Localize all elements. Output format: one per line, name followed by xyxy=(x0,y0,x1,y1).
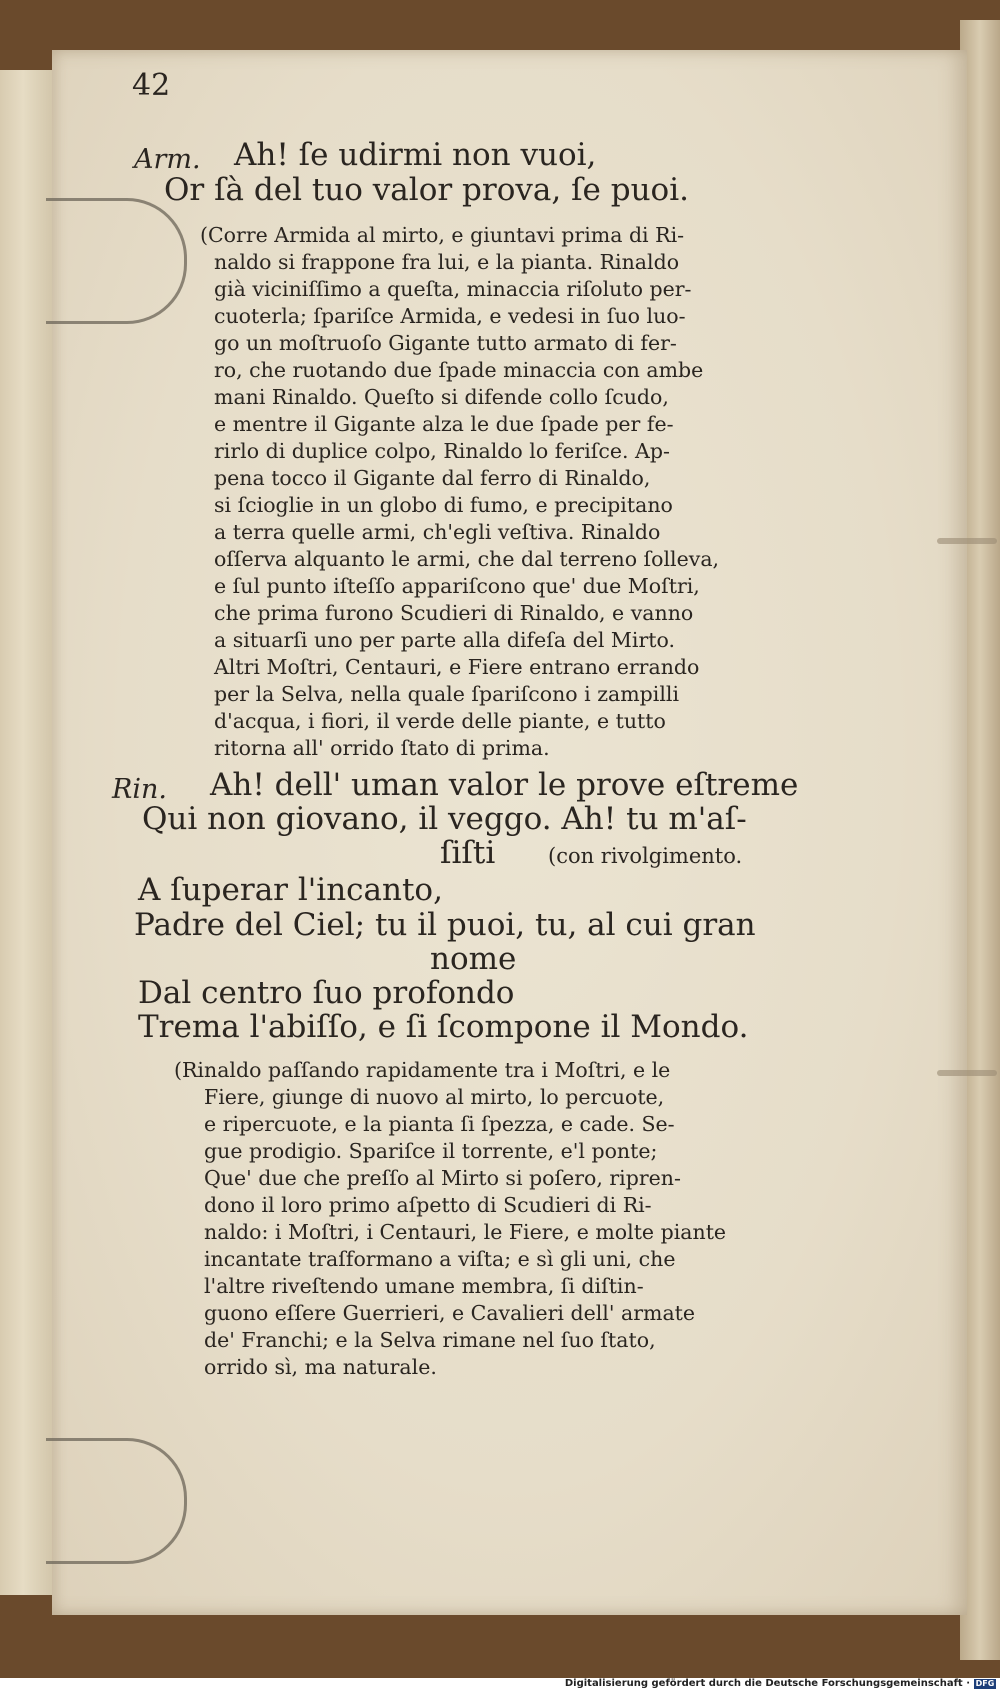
footer-bar xyxy=(0,1678,1000,1690)
verse-line: Qui non giovano, il veggo. Ah! tu m'aſ- xyxy=(142,801,747,837)
verse-line: Ah! ſe udirmi non vuoi, xyxy=(234,137,597,173)
stage-line: (Corre Armida al mirto, e giuntavi prima di Ri- xyxy=(200,223,685,247)
stage-line: incantate traſformano a viſta; e sì gli uni, che xyxy=(204,1247,676,1271)
stage-line: ro, che ruotando due ſpade minaccia con ambe xyxy=(214,358,704,382)
stage-line: orrido sì, ma naturale. xyxy=(204,1355,437,1379)
verse-line: Ah! dell' uman valor le prove eſtreme xyxy=(210,767,799,803)
stage-line: Que' due che preſſo al Mirto si poſero, ripren- xyxy=(204,1166,681,1190)
stage-line: (Rinaldo paſſando rapidamente tra i Moſtri, e le xyxy=(174,1058,671,1082)
binding-stitch xyxy=(937,1070,997,1076)
verse-line: A ſuperar l'incanto, xyxy=(138,872,443,908)
stage-line: che prima furono Scudieri di Rinaldo, e vanno xyxy=(214,601,694,625)
stage-line: si ſcioglie in un globo di fumo, e precipitano xyxy=(214,493,673,517)
speaker-armida: Arm. xyxy=(134,144,201,175)
stage-aside: (con rivolgimento. xyxy=(548,844,743,868)
digitization-credit: Digitalisierung gefördert durch die Deutsche Forschungsgemeinschaft · xyxy=(564,1678,970,1689)
verse-line: ſiſti xyxy=(440,835,496,871)
stage-line: guono eſſere Guerrieri, e Cavalieri dell' armate xyxy=(204,1301,696,1325)
stage-line: d'acqua, i fiori, il verde delle piante, e tutto xyxy=(214,709,666,733)
verse-line: Padre del Ciel; tu il puoi, tu, al cui gran xyxy=(134,907,756,943)
dfg-logo: DFG xyxy=(975,1679,995,1688)
stage-line: a terra quelle armi, ch'egli veſtiva. Rinaldo xyxy=(214,520,661,544)
stage-line: naldo: i Moſtri, i Centauri, le Fiere, e molte piante xyxy=(204,1220,727,1244)
stage-line: e mentre il Gigante alza le due ſpade per fe- xyxy=(214,412,674,436)
page-clip-top xyxy=(46,198,187,324)
stage-line: pena tocco il Gigante dal ferro di Rinaldo, xyxy=(214,466,651,490)
stage-line: rirlo di duplice colpo, Rinaldo lo feriſce. Ap- xyxy=(214,439,670,463)
stage-line: Altri Moſtri, Centauri, e Fiere entrano errando xyxy=(214,655,700,679)
stage-line: naldo si frappone fra lui, e la pianta. Rinaldo xyxy=(214,250,680,274)
stage-line: Fiere, giunge di nuovo al mirto, lo percuote, xyxy=(204,1085,665,1109)
verse-line: Or ſà del tuo valor prova, ſe puoi. xyxy=(164,172,689,208)
stage-line: già viciniſſimo a queſta, minaccia riſoluto per- xyxy=(214,277,692,301)
stage-line: per la Selva, nella quale ſpariſcono i zampilli xyxy=(214,682,680,706)
page-clip-bottom xyxy=(46,1438,187,1564)
page-number: 42 xyxy=(132,68,171,103)
verse-line: Dal centro ſuo profondo xyxy=(138,975,515,1011)
stage-line: oſſerva alquanto le armi, che dal terreno ſolleva, xyxy=(214,547,720,571)
stage-line: e ripercuote, e la pianta ſi ſpezza, e cade. Se- xyxy=(204,1112,675,1136)
binding-stitch xyxy=(937,538,997,544)
stage-line: dono il loro primo aſpetto di Scudieri di Ri- xyxy=(204,1193,652,1217)
stage-line: cuoterla; ſpariſce Armida, e vedesi in ſuo luo- xyxy=(214,304,686,328)
stage-line: go un moſtruoſo Gigante tutto armato di fer- xyxy=(214,331,677,355)
verse-line: nome xyxy=(430,941,517,977)
stage-line: e ſul punto iſteſſo appariſcono que' due Moſtri, xyxy=(214,574,700,598)
stage-line: mani Rinaldo. Queſto si difende collo ſcudo, xyxy=(214,385,669,409)
stage-line: a situarſi uno per parte alla difeſa del Mirto. xyxy=(214,628,676,652)
stage-line: l'altre riveſtendo umane membra, ſi diſtin- xyxy=(204,1274,644,1298)
book-page xyxy=(52,50,967,1615)
stage-line: de' Franchi; e la Selva rimane nel ſuo ſtato, xyxy=(204,1328,656,1352)
stage-line: ritorna all' orrido ſtato di prima. xyxy=(214,736,550,760)
speaker-rinaldo: Rin. xyxy=(112,774,167,805)
stage-line: gue prodigio. Spariſce il torrente, e'l ponte; xyxy=(204,1139,658,1163)
verse-line: Trema l'abiſſo, e ſi ſcompone il Mondo. xyxy=(138,1009,749,1045)
